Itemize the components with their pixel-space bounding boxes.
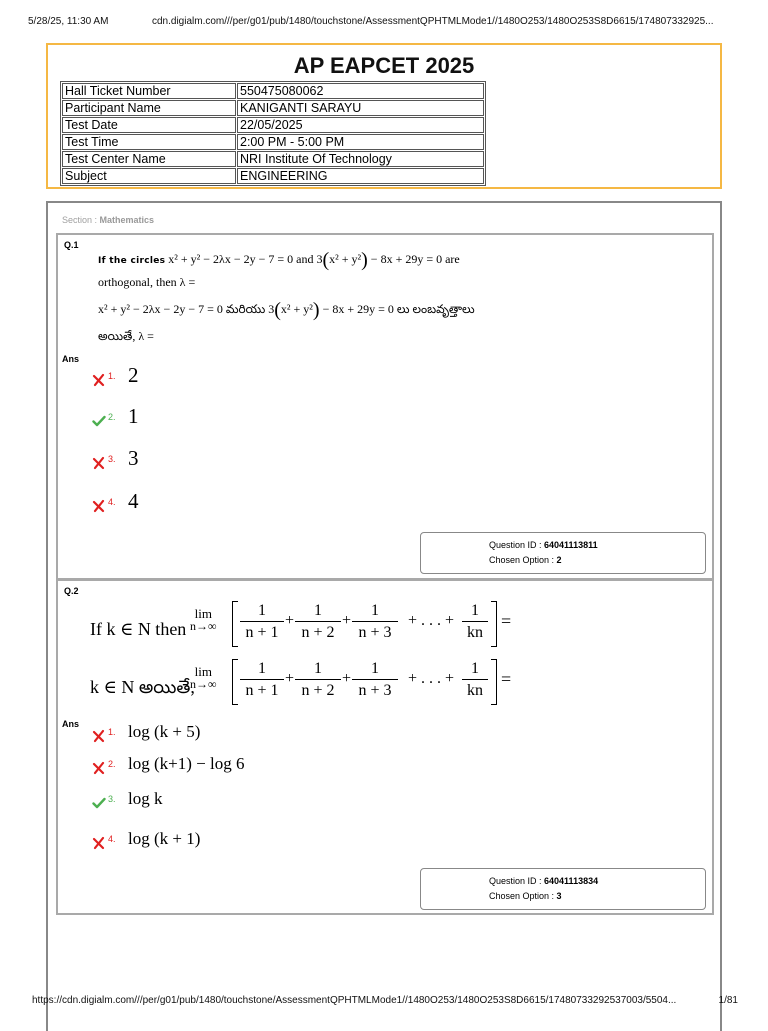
info-value: KANIGANTI SARAYU bbox=[237, 100, 484, 116]
exam-info-box bbox=[46, 43, 722, 189]
wrong-cross-icon bbox=[92, 499, 106, 513]
equals-sign: = bbox=[501, 611, 512, 631]
table-row bbox=[62, 100, 484, 116]
option-number: 1. bbox=[108, 371, 116, 381]
info-value: NRI Institute Of Technology bbox=[237, 151, 484, 167]
info-label: Test Date bbox=[62, 117, 236, 133]
option-number: 2. bbox=[108, 759, 116, 769]
fraction-denominator: n + 1 bbox=[245, 624, 279, 641]
chosen-option-label: Chosen Option : bbox=[489, 555, 557, 565]
fraction-numerator: 1 bbox=[258, 660, 266, 677]
ellipsis-term: + . . . + bbox=[408, 670, 455, 687]
question-text: k ∈ N అయితే, bbox=[90, 677, 195, 697]
info-value: 2:00 PM - 5:00 PM bbox=[237, 134, 484, 150]
question-id-label: Question ID : bbox=[489, 876, 545, 886]
question-equation-term: x² + y² bbox=[329, 252, 362, 266]
chosen-option-value: 3 bbox=[556, 891, 562, 901]
fraction bbox=[240, 601, 284, 642]
exam-title: AP EAPCET 2025 bbox=[293, 53, 475, 78]
option-text: 3 bbox=[128, 446, 139, 470]
correct-check-icon bbox=[92, 414, 106, 428]
wrong-cross-icon bbox=[92, 729, 106, 743]
info-value: ENGINEERING bbox=[237, 168, 484, 184]
fraction bbox=[240, 659, 284, 700]
ellipsis-term: + . . . + bbox=[408, 612, 455, 629]
wrong-cross-icon bbox=[92, 456, 106, 470]
table-row bbox=[62, 151, 484, 167]
question-id-value: 64041113811 bbox=[544, 540, 598, 550]
correct-check-icon bbox=[92, 796, 106, 810]
limit-subscript: n→∞ bbox=[190, 677, 217, 691]
fraction bbox=[352, 601, 398, 642]
question-id-box bbox=[420, 868, 706, 910]
fraction bbox=[295, 601, 341, 642]
option-text: log (k + 5) bbox=[128, 722, 201, 741]
limit-operator bbox=[190, 607, 217, 632]
question-id bbox=[489, 876, 598, 886]
print-datetime: 5/28/25, 11:30 AM bbox=[28, 16, 109, 27]
right-bracket bbox=[491, 659, 497, 705]
info-label: Hall Ticket Number bbox=[62, 83, 236, 99]
limit-label: lim bbox=[194, 664, 212, 679]
question-equation-term: x² + y² bbox=[280, 302, 313, 316]
limit-subscript: n→∞ bbox=[190, 619, 217, 633]
fraction-numerator: 1 bbox=[471, 602, 479, 619]
equals-sign: = bbox=[501, 669, 512, 689]
chosen-option-label: Chosen Option : bbox=[489, 891, 557, 901]
question-text-line: orthogonal, then λ = bbox=[98, 275, 196, 289]
section-prefix: Section : bbox=[62, 215, 100, 225]
left-bracket bbox=[232, 601, 238, 647]
option-number: 4. bbox=[108, 834, 116, 844]
limit-operator bbox=[190, 665, 217, 690]
question-card-1 bbox=[56, 233, 714, 580]
fraction-denominator: n + 2 bbox=[301, 682, 335, 699]
option-number: 3. bbox=[108, 794, 116, 804]
info-label: Test Time bbox=[62, 134, 236, 150]
fraction bbox=[295, 659, 341, 700]
section-container bbox=[46, 201, 722, 1031]
question-equation-tail: − 8x + 29y = 0 లు లంబవృత్తాలు bbox=[319, 302, 475, 316]
right-bracket bbox=[491, 601, 497, 647]
answer-label: Ans bbox=[62, 354, 80, 364]
option-text: log k bbox=[128, 789, 163, 808]
info-value: 550475080062 bbox=[237, 83, 484, 99]
print-header bbox=[28, 16, 740, 30]
plus-sign: + bbox=[342, 670, 352, 687]
fraction-denominator: kn bbox=[467, 624, 483, 641]
question-id-box bbox=[420, 532, 706, 574]
question-card-2 bbox=[56, 579, 714, 915]
question-id-label: Question ID : bbox=[489, 540, 545, 550]
fraction-numerator: 1 bbox=[314, 660, 322, 677]
question-text-telugu: అయితే, λ = bbox=[98, 329, 154, 343]
fraction-numerator: 1 bbox=[314, 602, 322, 619]
fraction-denominator: kn bbox=[467, 682, 483, 699]
question-equation: x² + y² − 2λx − 2y − 7 = 0 and 3 bbox=[168, 252, 323, 266]
question-number: Q.2 bbox=[64, 586, 79, 596]
plus-sign: + bbox=[285, 670, 295, 687]
candidate-info-table bbox=[60, 81, 486, 186]
question-text-telugu: x² + y² − 2λx − 2y − 7 = 0 మరియు 3(x² + y²) − 8x + 29y = 0 లు లంబవృత్తాలు bbox=[98, 299, 475, 321]
table-row bbox=[62, 168, 484, 184]
fraction bbox=[462, 659, 488, 700]
answer-label: Ans bbox=[62, 719, 80, 729]
wrong-cross-icon bbox=[92, 761, 106, 775]
question-expression bbox=[88, 601, 568, 657]
fraction bbox=[352, 659, 398, 700]
question-id-value: 64041113834 bbox=[544, 876, 599, 886]
print-footer-url: https://cdn.digialm.com///per/g01/pub/1480/touchstone/AssessmentQPHTMLMode1//1480O253/1480O253S8D6615/17480733292537003/5504... bbox=[32, 995, 677, 1006]
info-label: Participant Name bbox=[62, 100, 236, 116]
fraction bbox=[462, 601, 488, 642]
left-bracket bbox=[232, 659, 238, 705]
question-number: Q.1 bbox=[64, 240, 79, 250]
info-label: Subject bbox=[62, 168, 236, 184]
question-text: If k ∈ N then bbox=[90, 619, 187, 639]
question-lead: If the circles bbox=[98, 256, 166, 266]
question-equation: x² + y² − 2λx − 2y − 7 = 0 మరియు 3 bbox=[98, 302, 275, 316]
plus-sign: + bbox=[285, 612, 295, 629]
option-text: 2 bbox=[128, 363, 139, 387]
wrong-cross-icon bbox=[92, 836, 106, 850]
question-text-line: If the circles x² + y² − 2λx − 2y − 7 = 0 and 3(x² + y²) − 8x + 29y = 0 are bbox=[98, 249, 460, 271]
chosen-option-value: 2 bbox=[556, 555, 562, 565]
fraction-denominator: n + 1 bbox=[245, 682, 279, 699]
fraction-numerator: 1 bbox=[258, 602, 266, 619]
fraction-numerator: 1 bbox=[371, 660, 379, 677]
question-id bbox=[489, 540, 598, 550]
info-value: 22/05/2025 bbox=[237, 117, 484, 133]
plus-sign: + bbox=[342, 612, 352, 629]
table-row bbox=[62, 83, 484, 99]
page-number: 1/81 bbox=[718, 995, 738, 1006]
option-number: 1. bbox=[108, 727, 116, 737]
option-text: 4 bbox=[128, 489, 139, 513]
info-label: Test Center Name bbox=[62, 151, 236, 167]
fraction-denominator: n + 3 bbox=[358, 624, 392, 641]
option-number: 2. bbox=[108, 412, 116, 422]
wrong-cross-icon bbox=[92, 373, 106, 387]
question-equation-tail: − 8x + 29y = 0 are bbox=[367, 252, 460, 266]
print-url: cdn.digialm.com///per/g01/pub/1480/touchstone/AssessmentQPHTMLMode1//1480O253/1480O253S8D6615/174807332925... bbox=[152, 16, 714, 27]
fraction-denominator: n + 2 bbox=[301, 624, 335, 641]
chosen-option bbox=[489, 555, 562, 565]
option-text: log (k + 1) bbox=[128, 829, 201, 848]
table-row bbox=[62, 117, 484, 133]
chosen-option bbox=[489, 891, 562, 901]
section-name: Mathematics bbox=[99, 215, 155, 225]
fraction-numerator: 1 bbox=[371, 602, 379, 619]
question-expression-telugu bbox=[88, 659, 568, 715]
print-footer bbox=[28, 995, 740, 1009]
fraction-numerator: 1 bbox=[471, 660, 479, 677]
option-number: 4. bbox=[108, 497, 116, 507]
option-number: 3. bbox=[108, 454, 116, 464]
table-row bbox=[62, 134, 484, 150]
limit-label: lim bbox=[194, 606, 212, 621]
option-text: 1 bbox=[128, 404, 139, 428]
option-text: log (k+1) − log 6 bbox=[128, 754, 245, 773]
fraction-denominator: n + 3 bbox=[358, 682, 392, 699]
section-label bbox=[62, 215, 154, 225]
